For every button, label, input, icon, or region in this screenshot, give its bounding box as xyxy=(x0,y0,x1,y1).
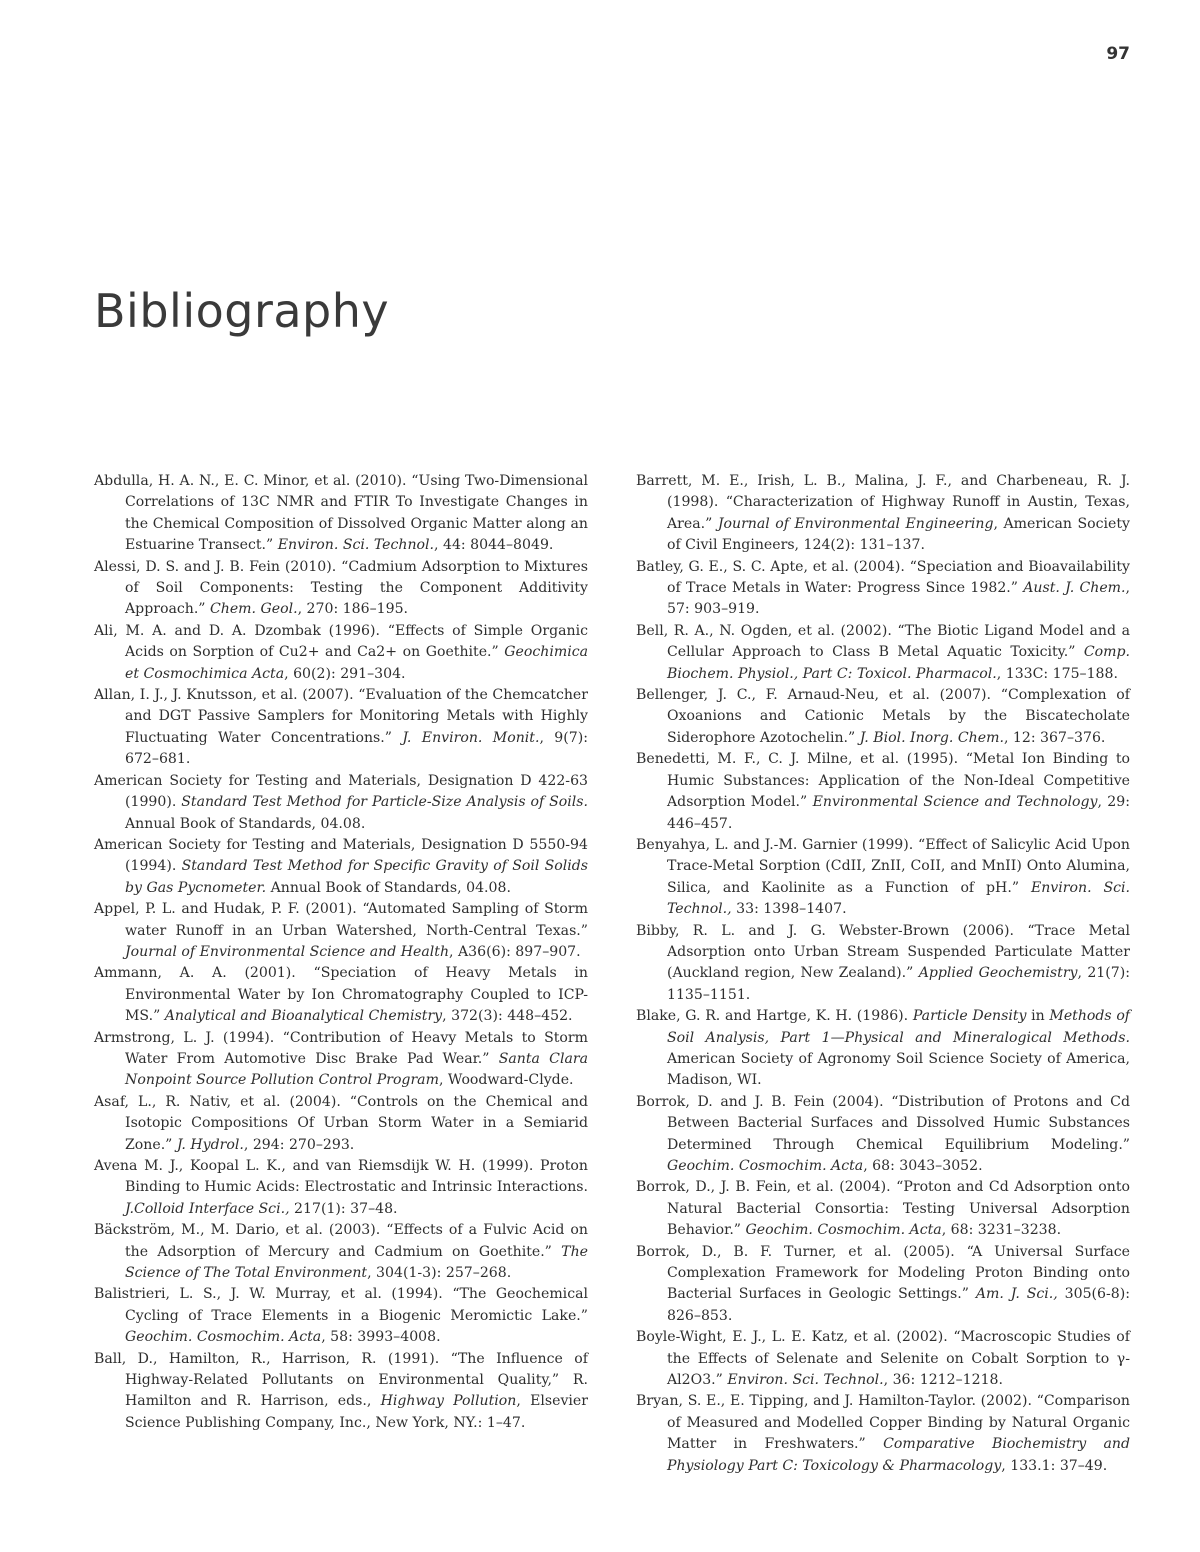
entry-text: Bell, R. A., N. Ogden, et al. (2002). “The Biotic Ligand Model and a Cellular Approach to Class B Metal Aquatic Toxicity.” xyxy=(636,622,1130,661)
entry-text: 217(1): 37–48. xyxy=(289,1200,398,1217)
bibliography-entry xyxy=(636,1327,1130,1391)
entry-source-italic: Methods of Soil Analysis, Part 1—Physical and Mineralogical Methods. xyxy=(667,1008,1131,1046)
entry-text: , 372(3): 448–452. xyxy=(442,1008,573,1025)
entry-text: Blake, G. R. and Hartge, K. H. (1986). xyxy=(636,1008,913,1025)
entry-text: Abdulla, H. A. N., E. C. Minor, et al. (2010). “Using Two-Dimensional Correlations of 13C NMR and FTIR To Investigate Changes in the Chemical Composition of Dissolved Organic Matter along an Estuarine Transect.” xyxy=(94,473,588,554)
entry-source-italic: Environ. Sci. Technol., xyxy=(667,879,1130,918)
entry-source-italic: J. Biol. Inorg. Chem. xyxy=(859,729,1004,746)
entry-text: , 68: 3231–3238. xyxy=(941,1222,1062,1239)
entry-source-italic: Comp. Biochem. Physiol., Part C: Toxicol. Pharmacol. xyxy=(667,644,1130,682)
entry-source-italic: Standard Test Method for Particle-Size Analysis of Soils. xyxy=(181,794,589,811)
entry-source-italic: Journal of Environmental Engineering xyxy=(717,515,994,532)
bibliography-entry xyxy=(94,899,588,963)
entry-text: Ball, D., Hamilton, R., Harrison, R. (1991). “The Influence of Highway-Related Pollutants on Environmental Quality,” R. Hamilton and R. Harrison, eds., xyxy=(94,1350,588,1410)
entry-source-italic: Environ. Sci. Technol. xyxy=(277,537,435,554)
entry-text: 305(6-8): 826–853. xyxy=(667,1286,1130,1324)
entry-source-italic: Geochim. Cosmochim. Acta xyxy=(125,1329,322,1346)
bibliography-entry xyxy=(94,1284,588,1348)
bibliography-entry xyxy=(94,1220,588,1284)
bibliography-entry xyxy=(636,1242,1130,1328)
entry-text: Annual Book of Standards, 04.08. xyxy=(125,815,366,832)
entry-text: , 133.1: 37–49. xyxy=(1001,1457,1108,1474)
entry-text: 33: 1398–1407. xyxy=(731,901,847,918)
entry-text: in xyxy=(1026,1008,1050,1025)
entry-source-italic: Highway Pollution xyxy=(380,1393,517,1410)
entry-source-italic: Analytical and Bioanalytical Chemistry xyxy=(164,1008,443,1025)
entry-source-italic: J. Hydrol. xyxy=(176,1136,244,1153)
bibliography-entry xyxy=(94,1156,588,1220)
bibliography-entry xyxy=(94,1349,588,1435)
entry-text: , 60(2): 291–304. xyxy=(284,665,406,682)
entry-text: , A36(6): 897–907. xyxy=(449,943,581,960)
entry-text: , 133C: 175–188. xyxy=(996,665,1118,682)
bibliography-entry xyxy=(94,1092,588,1156)
entry-text: Ali, M. A. and D. A. Dzombak (1996). “Effects of Simple Organic Acids on Sorption of Cu2+ and Ca2+ on Goethite.” xyxy=(94,622,588,661)
entry-text: Appel, P. L. and Hudak, P. F. (2001). “Automated Sampling of Storm water Runoff in an Urban Watershed, North-Central Texas.” xyxy=(94,901,588,939)
entry-text: Avena M. J., Koopal L. K., and van Riemsdijk W. H. (1999). Proton Binding to Humic Acids: Electrostatic and Intrinsic Interactions. xyxy=(94,1158,588,1196)
entry-source-italic: Journal of Environmental Science and Health xyxy=(125,943,450,960)
entry-text: Bryan, S. E., E. Tipping, and J. Hamilton-Taylor. (2002). “Comparison of Measured and Modelled Copper Binding by Natural Organic Matter in Freshwaters.” xyxy=(636,1393,1130,1453)
entry-text: Benyahya, L. and J.-M. Garnier (1999). “Effect of Salicylic Acid Upon Trace-Metal Sorption (CdII, ZnII, CoII, and MnII) Onto Alumina, Silica, and Kaolinite as a Function of pH.” xyxy=(636,836,1130,896)
entry-text: Bibby, R. L. and J. G. Webster-Brown (2006). “Trace Metal Adsorption onto Urban Stream Suspended Particulate Matter (Auckland region, New Zealand).” xyxy=(636,922,1130,982)
bibliography-column-left xyxy=(94,471,588,1434)
entry-text: Batley, G. E., S. C. Apte, et al. (2004). “Speciation and Bioavailability of Trace Metals in Water: Progress Since 1982.” xyxy=(636,558,1130,597)
entry-source-italic: J. Environ. Monit. xyxy=(402,729,540,746)
bibliography-entry xyxy=(94,557,588,621)
bibliography-entry xyxy=(94,963,588,1027)
entry-text: Armstrong, L. J. (1994). “Contribution of Heavy Metals to Storm Water From Automotive Disc Brake Pad Wear.” xyxy=(94,1029,588,1067)
entry-source-italic: Comparative Biochemistry and Physiology Part C: Toxicology & Pharmacology xyxy=(667,1436,1130,1474)
entry-text: Borrok, D., B. F. Turner, et al. (2005). “A Universal Surface Complexation Framework for Modeling Proton Binding onto Bacterial Surfaces in Geologic Settings.” xyxy=(636,1243,1130,1303)
entry-text: Balistrieri, L. S., J. W. Murray, et al. (1994). “The Geochemical Cycling of Trace Elements in a Biogenic Meromictic Lake.” xyxy=(94,1286,588,1324)
entry-source-italic: Standard Test Method for Specific Gravity of Soil Solids by Gas Pycnometer. xyxy=(125,858,588,896)
entry-source-italic: Applied Geochemistry xyxy=(918,965,1078,982)
entry-text: , 21(7): 1135–1151. xyxy=(667,965,1130,1003)
bibliography-entry xyxy=(94,471,588,557)
bibliography-entry xyxy=(94,835,588,899)
bibliography-entry xyxy=(636,921,1130,1007)
entry-source-italic: Particle Density xyxy=(912,1008,1027,1025)
entry-source-italic: Santa Clara Nonpoint Source Pollution Control Program xyxy=(125,1050,588,1089)
entry-text: , 294: 270–293. xyxy=(243,1136,355,1153)
entry-text: , Elsevier Science Publishing Company, Inc., New York, NY.: 1–47. xyxy=(125,1393,589,1431)
entry-text: Bellenger, J. C., F. Arnaud-Neu, et al. (2007). “Complexation of Oxoanions and Cationic Metals by the Biscatecholate Siderophore Azotochelin.” xyxy=(636,687,1130,746)
bibliography-column-right xyxy=(636,471,1130,1477)
entry-text: Benedetti, M. F., C. J. Milne, et al. (1995). “Metal Ion Binding to Humic Substances: Application of the Non-Ideal Competitive Adsorption Model.” xyxy=(636,751,1130,811)
entry-text: , 9(7): 672–681. xyxy=(125,729,588,768)
entry-source-italic: The Science of The Total Environment xyxy=(125,1243,588,1282)
bibliography-entry xyxy=(636,749,1130,835)
entry-source-italic: Geochimica et Cosmochimica Acta xyxy=(125,644,588,682)
bibliography-entry xyxy=(636,1006,1130,1092)
entry-source-italic: Geochim. Cosmochim. Acta xyxy=(667,1158,864,1174)
entry-text: , Woodward-Clyde. xyxy=(438,1072,574,1089)
bibliography-entry xyxy=(636,471,1130,557)
entry-text: Borrok, D. and J. B. Fein (2004). “Distribution of Protons and Cd Between Bacterial Surfaces and Dissolved Humic Substances Determined Through Chemical Equilibrium Modeling.” xyxy=(636,1093,1130,1153)
entry-text: Ammann, A. A. (2001). “Speciation of Heavy Metals in Environmental Water by Ion Chromatography Coupled to ICP-MS.” xyxy=(94,965,588,1025)
bibliography-entry xyxy=(636,1177,1130,1241)
entry-text: , 12: 367–376. xyxy=(1003,729,1106,746)
bibliography-entry xyxy=(636,557,1130,621)
chapter-title: Bibliography xyxy=(94,284,390,338)
entry-source-italic: Chem. Geol. xyxy=(209,601,298,618)
bibliography-entry xyxy=(636,835,1130,921)
entry-text: , 304(1-3): 257–268. xyxy=(367,1265,512,1282)
bibliography-entry xyxy=(636,621,1130,685)
bibliography-entry xyxy=(636,685,1130,749)
entry-source-italic: J.Colloid Interface Sci., xyxy=(125,1200,290,1217)
bibliography-entry xyxy=(94,771,588,835)
entry-text: Barrett, M. E., Irish, L. B., Malina, J. F., and Charbeneau, R. J. (1998). “Characterization of Highway Runoff in Austin, Texas, Area.” xyxy=(636,473,1130,532)
entry-text: , 57: 903–919. xyxy=(667,580,1130,618)
entry-text: Alessi, D. S. and J. B. Fein (2010). “Cadmium Adsorption to Mixtures of Soil Components: Testing the Component Additivity Approach.” xyxy=(94,558,588,618)
entry-text: Annual Book of Standards, 04.08. xyxy=(266,879,511,896)
entry-source-italic: Geochim. Cosmochim. Acta xyxy=(745,1222,942,1239)
entry-text: , 36: 1212–1218. xyxy=(883,1372,1004,1389)
entry-text: , 44: 8044–8049. xyxy=(434,537,554,554)
entry-source-italic: Environmental Science and Technology xyxy=(812,794,1098,811)
entry-text: Asaf, L., R. Nativ, et al. (2004). “Controls on the Chemical and Isotopic Compositions Of Urban Storm Water in a Semiarid Zone.” xyxy=(94,1093,588,1153)
entry-source-italic: Am. J. Sci., xyxy=(975,1286,1058,1303)
entry-text: Boyle-Wight, E. J., L. E. Katz, et al. (2002). “Macroscopic Studies of the Effects of Selenate and Selenite on Cobalt Sorption to γ-Al2O3.” xyxy=(636,1329,1130,1389)
entry-source-italic: Environ. Sci. Technol. xyxy=(727,1372,884,1389)
entry-text: , 270: 186–195. xyxy=(297,601,409,618)
entry-text: , American Society of Civil Engineers, 124(2): 131–137. xyxy=(667,515,1130,554)
bibliography-entry xyxy=(636,1092,1130,1178)
page-number: 97 xyxy=(1106,44,1130,64)
bibliography-entry xyxy=(94,685,588,771)
entry-text: , 29: 446–457. xyxy=(667,794,1130,832)
entry-text: Allan, I. J., J. Knutsson, et al. (2007). “Evaluation of the Chemcatcher and DGT Passive Samplers for Monitoring Metals with Highly Fluctuating Water Concentrations.” xyxy=(94,687,588,746)
entry-text: , 58: 3993–4008. xyxy=(321,1329,441,1346)
entry-text: Bäckström, M., M. Dario, et al. (2003). “Effects of a Fulvic Acid on the Adsorption of Mercury and Cadmium on Goethite.” xyxy=(94,1222,588,1260)
entry-text: , 68: 3043–3052. xyxy=(863,1158,983,1174)
entry-text: American Society for Testing and Materials, Designation D 5550-94 (1994). xyxy=(94,836,588,875)
entry-text: American Society of Agronomy Soil Science Society of America, Madison, WI. xyxy=(667,1050,1130,1089)
entry-text: American Society for Testing and Materials, Designation D 422-63 (1990). xyxy=(94,772,588,811)
bibliography-entry xyxy=(94,1028,588,1092)
bibliography-entry xyxy=(636,1391,1130,1477)
entry-text: Borrok, D., J. B. Fein, et al. (2004). “Proton and Cd Adsorption onto Natural Bacterial Consortia: Testing Universal Adsorption Behavior.” xyxy=(636,1179,1130,1239)
entry-source-italic: Aust. J. Chem. xyxy=(1023,580,1126,597)
bibliography-entry xyxy=(94,621,588,685)
